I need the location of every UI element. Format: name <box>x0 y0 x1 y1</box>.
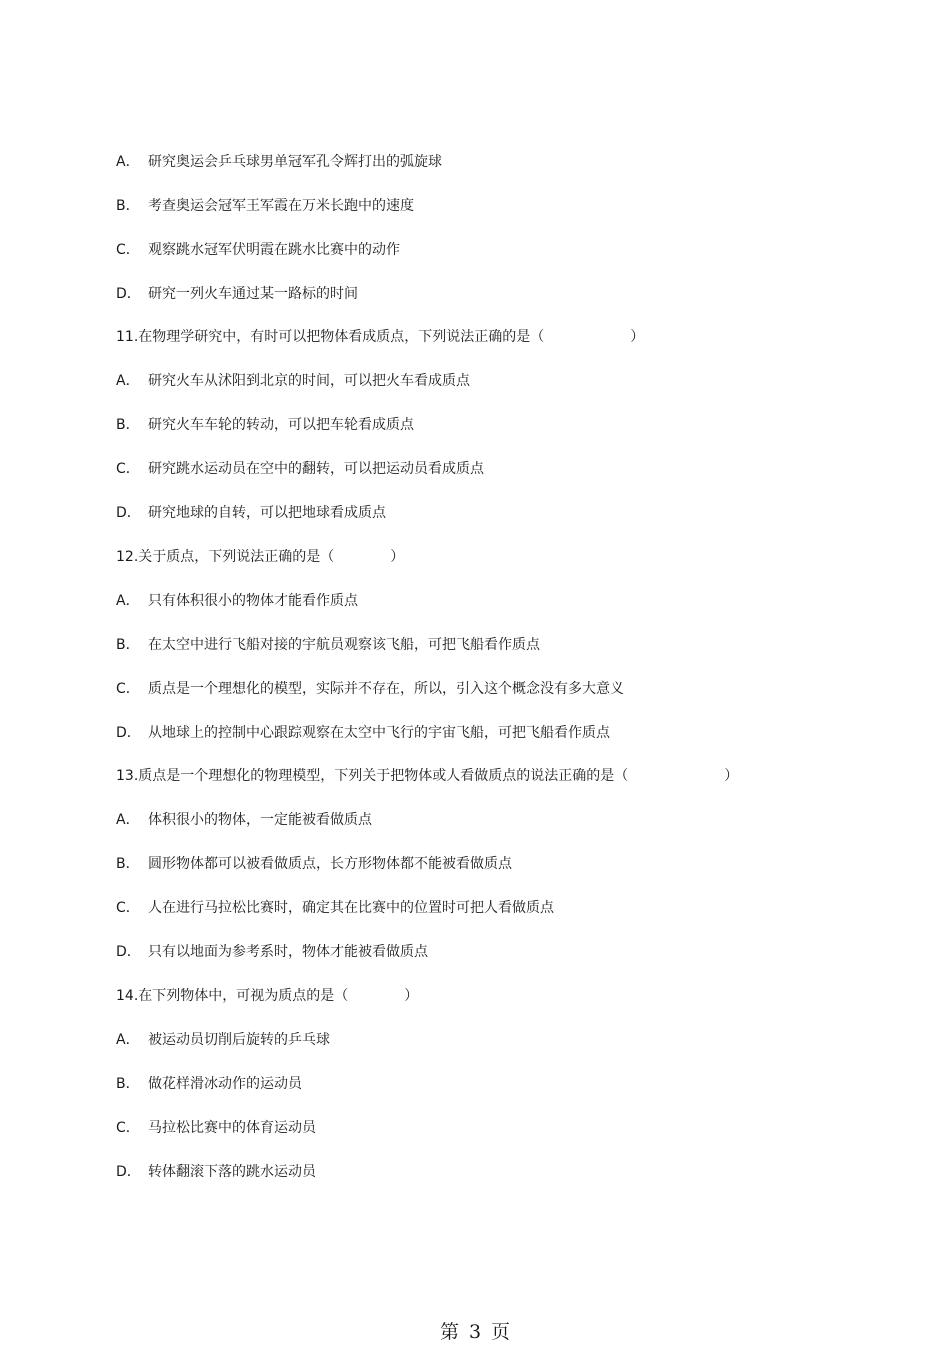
option-letter: B． <box>116 637 140 653</box>
option-text: 圆形物体都可以被看做质点，长方形物体都不能被看做质点 <box>148 856 512 872</box>
q13-option-a <box>116 810 372 830</box>
option-letter: C． <box>116 900 140 916</box>
option-text: 只有体积很小的物体才能看作质点 <box>148 593 358 609</box>
page-number: 3 <box>468 1321 482 1343</box>
option-text: 转体翻滚下落的跳水运动员 <box>148 1164 316 1180</box>
option-letter: B． <box>116 1076 140 1092</box>
question-close: ） <box>390 549 405 565</box>
option-letter: D． <box>116 286 141 302</box>
q11-option-a <box>116 371 470 391</box>
page-number-suffix: 页 <box>491 1321 511 1343</box>
option-letter: A． <box>116 1032 140 1048</box>
option-letter: C． <box>116 681 140 697</box>
option-text: 从地球上的控制中心跟踪观察在太空中飞行的宇宙飞船，可把飞船看作质点 <box>148 725 610 741</box>
q14-option-c <box>116 1118 316 1138</box>
option-letter: D． <box>116 1164 141 1180</box>
option-letter: B． <box>116 198 140 214</box>
q12-stem <box>116 547 404 567</box>
option-text: 只有以地面为参考系时，物体才能被看做质点 <box>148 944 428 960</box>
option-text: 研究跳水运动员在空中的翻转，可以把运动员看成质点 <box>148 461 484 477</box>
option-text: 研究奥运会乒乓球男单冠军孔令辉打出的弧旋球 <box>148 154 442 170</box>
q11-option-b <box>116 415 414 435</box>
q11-option-c <box>116 459 484 479</box>
q10-option-d <box>116 284 358 304</box>
option-letter: B． <box>116 417 140 433</box>
q13-option-d <box>116 942 428 962</box>
q13-option-c <box>116 898 554 918</box>
q12-option-a <box>116 591 358 611</box>
option-text: 体积很小的物体，一定能被看做质点 <box>148 812 372 828</box>
question-stem: 11.在物理学研究中，有时可以把物体看成质点，下列说法正确的是（ <box>116 329 545 345</box>
option-text: 被运动员切削后旋转的乒乓球 <box>148 1032 330 1048</box>
option-text: 考查奥运会冠军王军霞在万米长跑中的速度 <box>148 198 414 214</box>
option-letter: A． <box>116 812 140 828</box>
option-text: 观察跳水冠军伏明霞在跳水比赛中的动作 <box>148 242 400 258</box>
option-letter: A． <box>116 593 140 609</box>
q10-option-b <box>116 196 414 216</box>
option-text: 研究火车车轮的转动，可以把车轮看成质点 <box>148 417 414 433</box>
option-letter: D． <box>116 725 141 741</box>
option-text: 研究一列火车通过某一路标的时间 <box>148 286 358 302</box>
option-letter: C． <box>116 1120 140 1136</box>
q11-option-d <box>116 503 386 523</box>
option-letter: C． <box>116 242 140 258</box>
q10-option-a <box>116 152 442 172</box>
option-text: 在太空中进行飞船对接的宇航员观察该飞船，可把飞船看作质点 <box>148 637 540 653</box>
question-stem: 14.在下列物体中，可视为质点的是（ <box>116 988 349 1004</box>
question-stem: 12.关于质点，下列说法正确的是（ <box>116 549 335 565</box>
option-text: 研究地球的自转，可以把地球看成质点 <box>148 505 386 521</box>
q10-option-c <box>116 240 400 260</box>
option-letter: D． <box>116 944 141 960</box>
option-letter: A． <box>116 373 140 389</box>
page-footer <box>0 1320 950 1344</box>
option-text: 研究火车从沭阳到北京的时间，可以把火车看成质点 <box>148 373 470 389</box>
question-close: ） <box>724 768 739 784</box>
question-stem: 13.质点是一个理想化的物理模型，下列关于把物体或人看做质点的说法正确的是（ <box>116 768 629 784</box>
question-close: ） <box>630 329 645 345</box>
option-text: 马拉松比赛中的体育运动员 <box>148 1120 316 1136</box>
q12-option-b <box>116 635 540 655</box>
q14-option-d <box>116 1162 316 1182</box>
option-text: 质点是一个理想化的模型，实际并不存在，所以，引入这个概念没有多大意义 <box>148 681 624 697</box>
option-text: 人在进行马拉松比赛时，确定其在比赛中的位置时可把人看做质点 <box>148 900 554 916</box>
q14-stem <box>116 986 418 1006</box>
question-close: ） <box>404 988 419 1004</box>
option-letter: A． <box>116 154 140 170</box>
option-letter: D． <box>116 505 141 521</box>
q14-option-b <box>116 1074 302 1094</box>
option-letter: B． <box>116 856 140 872</box>
page-number-prefix: 第 <box>439 1321 459 1343</box>
q11-stem <box>116 327 644 347</box>
q13-option-b <box>116 854 512 874</box>
q12-option-d <box>116 723 610 743</box>
q14-option-a <box>116 1030 330 1050</box>
q12-option-c <box>116 679 624 699</box>
q13-stem <box>116 766 738 786</box>
option-text: 做花样滑冰动作的运动员 <box>148 1076 302 1092</box>
option-letter: C． <box>116 461 140 477</box>
